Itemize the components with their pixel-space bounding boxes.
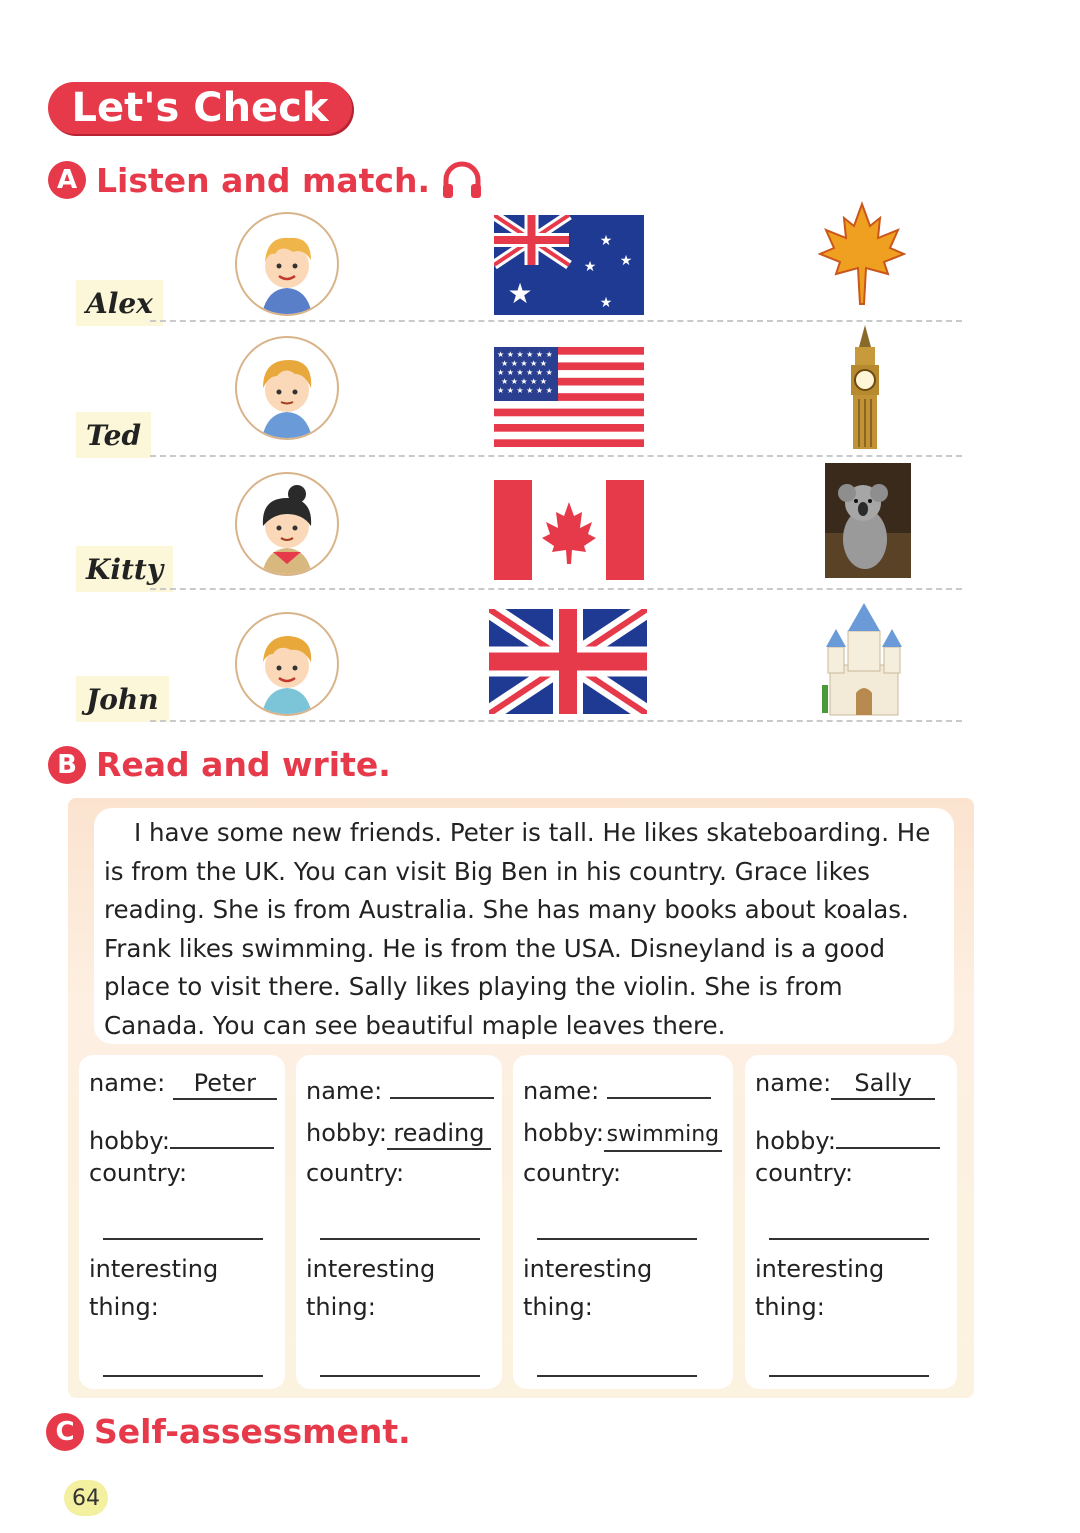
- profile-card-3: [513, 1055, 733, 1389]
- svg-text:★: ★: [599, 295, 613, 311]
- big-ben-icon: [845, 325, 885, 449]
- thing-field[interactable]: [320, 1375, 480, 1377]
- section-b-heading: [48, 745, 391, 784]
- section-b-title: Read and write.: [96, 745, 391, 784]
- interesting-label: interesting: [306, 1255, 436, 1283]
- thing-label: thing:: [89, 1293, 159, 1321]
- canada-flag: [494, 480, 644, 580]
- thing-field[interactable]: [103, 1375, 263, 1377]
- headphones-icon: [440, 160, 484, 200]
- name-tag-alex: Alex: [76, 280, 163, 326]
- country-label: country:: [755, 1159, 854, 1187]
- castle-icon: [818, 595, 910, 717]
- thing-label: thing:: [755, 1293, 825, 1321]
- divider: [150, 720, 962, 722]
- name-label: name:: [306, 1077, 383, 1105]
- hobby-label: hobby:: [306, 1119, 387, 1147]
- section-b-letter: B: [48, 746, 86, 784]
- divider: [150, 320, 962, 322]
- hobby-field[interactable]: reading: [387, 1120, 491, 1150]
- reading-passage: [94, 808, 954, 1044]
- section-c-heading: [46, 1412, 411, 1451]
- thing-label: thing:: [306, 1293, 376, 1321]
- section-a-letter: A: [48, 161, 86, 199]
- name-field[interactable]: [390, 1069, 494, 1099]
- country-field[interactable]: [320, 1238, 480, 1240]
- name-tag-john: John: [76, 676, 169, 722]
- hobby-label: hobby:: [523, 1119, 604, 1147]
- name-tag-kitty: Kitty: [76, 546, 173, 592]
- hobby-field[interactable]: [836, 1119, 940, 1149]
- country-label: country:: [523, 1159, 622, 1187]
- name-tag-ted: Ted: [76, 412, 151, 458]
- divider: [150, 588, 962, 590]
- svg-text:★: ★: [599, 233, 613, 249]
- section-c-title: Self-assessment.: [94, 1412, 411, 1451]
- uk-flag: [489, 609, 647, 714]
- interesting-label: interesting: [89, 1255, 219, 1283]
- name-field[interactable]: [607, 1069, 711, 1099]
- hobby-label: hobby:: [89, 1127, 170, 1155]
- profile-card-2: [296, 1055, 502, 1389]
- avatar-alex: [235, 212, 339, 316]
- name-field[interactable]: Sally: [831, 1070, 935, 1100]
- thing-label: thing:: [523, 1293, 593, 1321]
- svg-text:★ ★ ★ ★ ★: ★ ★ ★ ★ ★: [501, 377, 548, 386]
- country-field[interactable]: [103, 1238, 263, 1240]
- hobby-field[interactable]: [170, 1119, 274, 1149]
- passage-text: I have some new friends. Peter is tall. He likes skateboarding. He is from the UK. You can visit Big Ben in his country. Grace likes reading. She is from Australia. She has many books about koalas. Frank likes swimming. He is from the USA. Disneyland is a good place to visit there. Sally likes playing the violin. She is from Canada. You can see beautiful maple leaves there.: [104, 818, 931, 1040]
- svg-text:★: ★: [619, 253, 633, 269]
- country-label: country:: [306, 1159, 405, 1187]
- svg-text:★ ★ ★ ★ ★ ★: ★ ★ ★ ★ ★ ★: [497, 386, 553, 395]
- section-a-heading: [48, 160, 484, 200]
- svg-text:★ ★ ★ ★ ★: ★ ★ ★ ★ ★: [501, 359, 548, 368]
- interesting-label: interesting: [523, 1255, 653, 1283]
- country-field[interactable]: [537, 1238, 697, 1240]
- usa-flag: [494, 347, 644, 447]
- hobby-label: hobby:: [755, 1127, 836, 1155]
- section-c-letter: C: [46, 1413, 84, 1451]
- page-title: Let's Check: [48, 82, 352, 134]
- name-label: name:: [523, 1077, 600, 1105]
- hobby-field[interactable]: swimming: [604, 1122, 722, 1152]
- avatar-kitty: [235, 472, 339, 576]
- thing-field[interactable]: [537, 1375, 697, 1377]
- profile-card-1: [79, 1055, 285, 1389]
- koala-icon: [825, 463, 911, 578]
- svg-text:★: ★: [583, 259, 597, 275]
- svg-text:★: ★: [507, 277, 533, 310]
- svg-text:★ ★ ★ ★ ★ ★: ★ ★ ★ ★ ★ ★: [497, 350, 553, 359]
- page-number: 64: [64, 1480, 108, 1516]
- interesting-label: interesting: [755, 1255, 885, 1283]
- avatar-john: [235, 612, 339, 716]
- country-label: country:: [89, 1159, 188, 1187]
- australia-flag: [494, 215, 644, 315]
- section-a-title: Listen and match.: [96, 160, 431, 200]
- name-field[interactable]: Peter: [173, 1070, 277, 1100]
- divider: [150, 455, 962, 457]
- thing-field[interactable]: [769, 1375, 929, 1377]
- name-label: name:: [755, 1069, 832, 1097]
- name-label: name:: [89, 1069, 166, 1097]
- avatar-ted: [235, 336, 339, 440]
- profile-card-4: [745, 1055, 957, 1389]
- maple-leaf-icon: [818, 200, 906, 305]
- country-field[interactable]: [769, 1238, 929, 1240]
- svg-text:★ ★ ★ ★ ★ ★: ★ ★ ★ ★ ★ ★: [497, 368, 553, 377]
